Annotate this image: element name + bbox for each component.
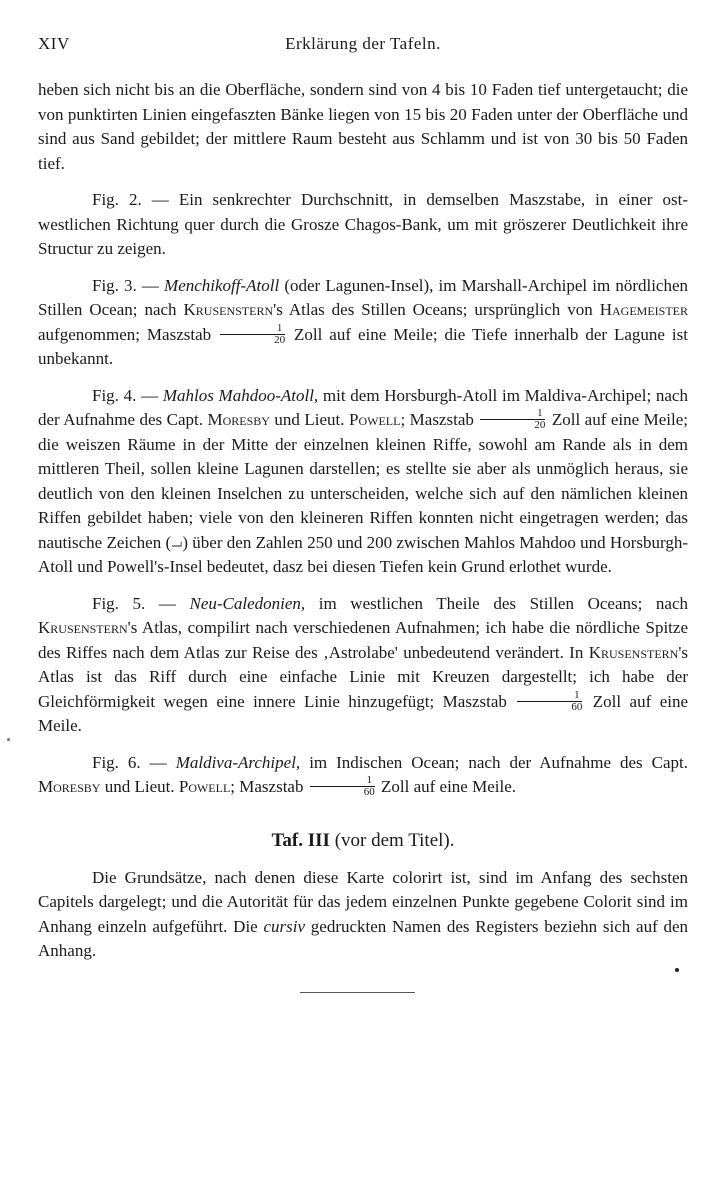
fig-4-label: Fig. 4. —: [92, 385, 159, 405]
fraction-numerator: 1: [310, 775, 375, 787]
fig-4-name: Mahlos Mahdoo-Atoll,: [162, 385, 319, 405]
author-name: Hagemeister: [599, 300, 689, 319]
section-heading: [38, 830, 688, 852]
page-header: [38, 34, 688, 62]
fig-4-text: ; Maszstab: [400, 410, 474, 429]
fraction-numerator: 1: [517, 690, 582, 702]
fig-4-text: Zoll auf eine Meile; die weiszen Räume in der Mitte der einzelnen kleinen Riffe, sowohl am Rande als in dem mittleren Theil, sollen kleine Lagunen darstellen; es stellte sie aber als unmöglich heraus, sie deutlich von den kleinen Inselchen zu unterscheiden, welche sich auf den nämlichen kleinen Riffen gebildet haben; viele von den kleineren Riffen konnten nicht eingetragen werden; das nautische Zeichen (⏗) über den Zahlen 250 und 200 zwischen Mahlos Mahdoo und Horsburgh-Atoll und Powell's-Insel bedeutet, dasz bei diesen Tiefen kein Grund erlothet wurde.: [38, 410, 689, 576]
section-subtitle: (vor dem Titel).: [334, 829, 455, 851]
fig-6-text: im Indischen Ocean; nach der Aufnahme des Capt.: [309, 752, 689, 772]
taf-3-text: Die Grundsätze, nach denen diese Karte colorirt ist, sind im Anfang des sechsten Capitels dargelegt; und die Autorität für das jedem einzelnen Punkte gegebene Colorit sind im Anhang einzeln aufgeführt. Die: [38, 867, 688, 936]
author-name: Krusenstern: [588, 642, 679, 662]
fraction-denominator: 60: [571, 700, 583, 713]
margin-speck: [7, 738, 10, 741]
author-name: Krusenstern: [38, 618, 128, 637]
fig-6-text: und Lieut.: [104, 777, 175, 796]
fig-6-paragraph: [38, 751, 688, 800]
fig-5-text: 's Atlas, compilirt nach verschiedenen Aufnahmen; ich habe die nördliche Spitze des Riffes nach dem Atlas zur Reise des ‚Astrolabe' unbedeutend verändert. In: [38, 618, 688, 662]
book-page: [38, 34, 688, 976]
scale-fraction: [220, 323, 285, 346]
fig-2-paragraph: [38, 188, 688, 262]
page-number: XIV: [38, 34, 70, 53]
fig-6-text: Zoll auf eine Meile.: [380, 777, 516, 796]
fig-3-text: aufgenommen; Maszstab: [38, 324, 212, 344]
fig-5-text: im westlichen Theile des Stillen Oceans; nach: [318, 593, 689, 613]
fig-5-text: Zoll auf eine Meile.: [38, 691, 689, 735]
fig-3-name: Menchikoff-Atoll: [164, 275, 280, 295]
fig-6-name: Maldiva-Archipel,: [175, 752, 301, 772]
continued-paragraph: heben sich nicht bis an die Oberfläche, sondern sind von 4 bis 10 Faden tief untergetaucht; die von punktirten Linien eingefaszten Bänke liegen von 15 bis 20 Faden unter der Oberfläche und sind aus Sand gebildet; der mittlere Raum besteht aus Schlamm und ist von 30 bis 50 Faden tief.: [38, 80, 688, 173]
fig-5-name: Neu-Caledonien,: [189, 593, 306, 613]
fraction-denominator: 20: [534, 419, 546, 431]
scale-fraction: [517, 690, 582, 713]
ink-dot: [675, 968, 679, 972]
fraction-denominator: 60: [363, 786, 375, 798]
italic-word: cursiv: [263, 916, 306, 936]
fig-5-paragraph: [38, 592, 688, 739]
fig-5-text: 's Atlas ist das Riff durch eine einfache Linie mit Kreuzen dargestellt; ich habe der Gleichförmigkeit wegen eine innere Linie hinzugefügt; Maszstab: [38, 642, 689, 711]
page-body: [38, 78, 688, 964]
taf-3-text: gedruckten Namen des Registers beziehn sich auf den Anhang.: [38, 916, 689, 960]
author-name: Moresby: [38, 777, 101, 796]
fig-3-paragraph: [38, 274, 688, 372]
scale-fraction: [310, 775, 375, 798]
fig-4-paragraph: [38, 384, 688, 580]
fraction-numerator: 1: [480, 408, 545, 420]
fig-3-text: (oder Lagunen-Insel), im Marshall-Archipel im nördlichen Stillen Ocean; nach: [38, 275, 689, 319]
author-name: Moresby: [207, 410, 270, 429]
author-name: Powell: [178, 777, 231, 796]
fig-5-label: Fig. 5. —: [92, 593, 176, 613]
closing-rule: [300, 992, 415, 993]
fig-4-text: mit dem Horsburgh-Atoll im Maldiva-Archipel; nach der Aufnahme des Capt.: [38, 385, 688, 429]
scale-fraction: [480, 408, 545, 431]
fig-3-label: Fig. 3. —: [92, 275, 159, 295]
fraction-denominator: 20: [274, 333, 286, 346]
fig-3-text: 's Atlas des Stillen Oceans; ursprünglich von: [273, 300, 593, 319]
fraction-numerator: 1: [220, 323, 285, 335]
taf-3-paragraph: [38, 866, 688, 964]
author-name: Krusenstern: [183, 300, 274, 319]
fig-4-text: und Lieut.: [274, 410, 345, 429]
section-title: Taf. III: [271, 829, 330, 851]
author-name: Powell: [349, 410, 401, 429]
fig-6-text: ; Maszstab: [230, 777, 304, 796]
fig-2-label: Fig. 2. —: [92, 190, 169, 209]
fig-6-label: Fig. 6. —: [92, 752, 167, 772]
fig-2-text: Ein senkrechter Durchschnitt, in demselben Maszstabe, in einer ost-westlichen Richtung quer durch die Grosze Chagos-Bank, um mit gröszerer Deutlichkeit ihre Structur zu zeigen.: [38, 190, 688, 258]
running-title: Erklärung der Tafeln.: [285, 34, 441, 53]
fig-3-text: Zoll auf eine Meile; die Tiefe innerhalb der Lagune ist unbekannt.: [38, 324, 688, 368]
